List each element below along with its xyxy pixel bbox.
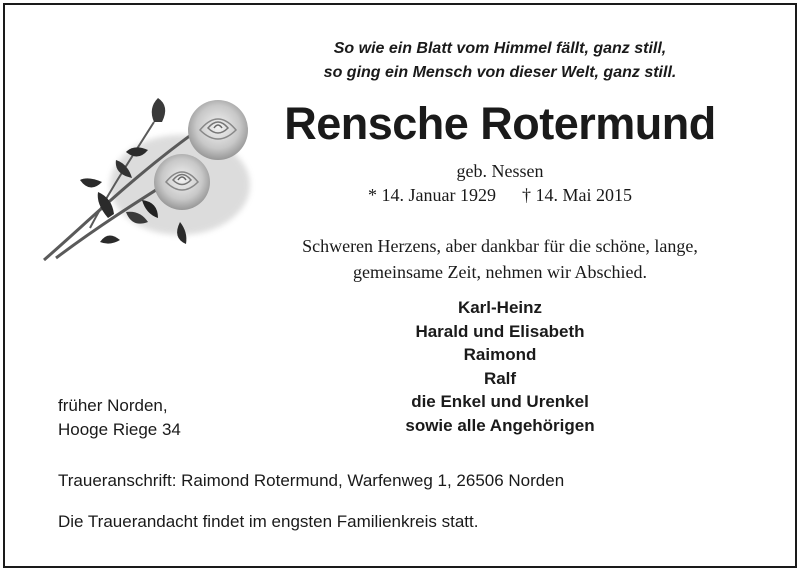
message-line: Schweren Herzens, aber dankbar für die schöne, lange, [302,236,698,256]
service-note: Die Trauerandacht findet im engsten Familienkreis statt. [58,512,479,531]
death-date: † 14. Mai 2015 [521,185,632,205]
verse-line: So wie ein Blatt vom Himmel fällt, ganz still, [333,40,667,57]
birth-name: geb. Nessen [456,161,544,181]
deceased-name: Rensche Rotermund [284,98,716,149]
former-address-line: Hooge Riege 34 [58,420,181,439]
mourner: Raimond [463,345,537,365]
mourning-address: Traueranschrift: Raimond Rotermund, Warfenweg 1, 26506 Norden [58,471,565,490]
message-line: gemeinsame Zeit, nehmen wir Abschied. [353,262,647,282]
birth-date: * 14. Januar 1929 [368,185,496,205]
verse-line: so ging ein Mensch von dieser Welt, ganz still. [323,64,677,81]
life-dates [250,184,750,206]
mourner: Ralf [483,368,517,388]
farewell-message [250,233,750,285]
verse [250,37,750,85]
mourner: Harald und Elisabeth [415,321,585,341]
mourners-list [250,296,750,438]
former-address [58,394,181,442]
mourner: die Enkel und Urenkel [411,392,589,412]
former-address-line: früher Norden, [58,396,168,415]
mourner: sowie alle Angehörigen [405,415,595,435]
mourner: Karl-Heinz [457,298,543,317]
roses-icon [30,90,260,270]
